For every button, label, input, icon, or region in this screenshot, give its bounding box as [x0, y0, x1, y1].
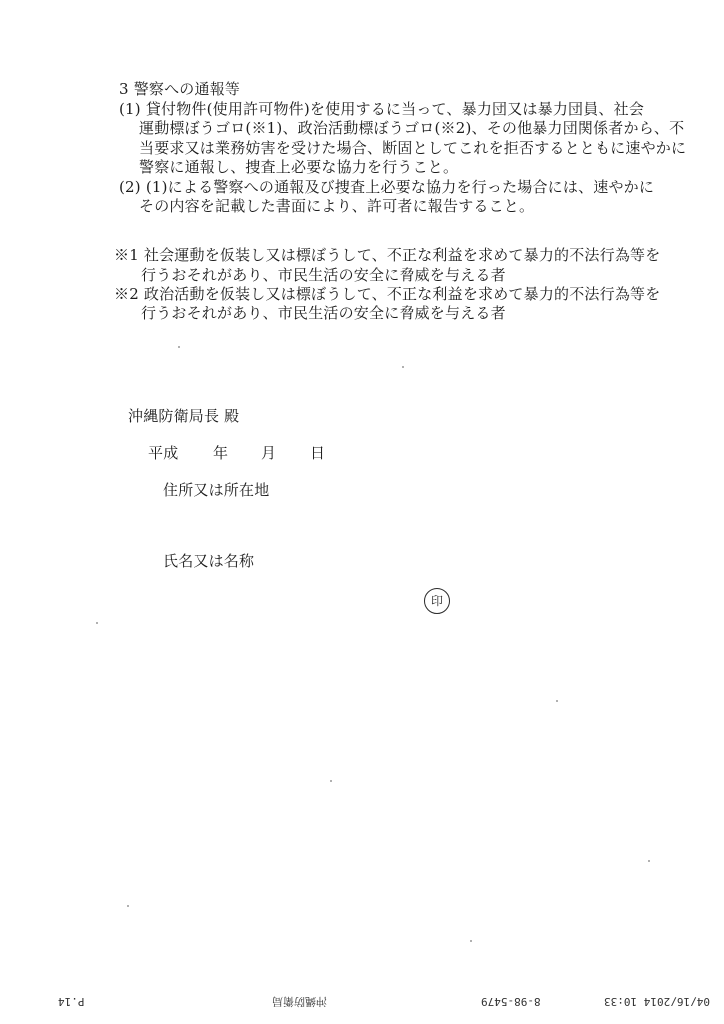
date-year-label: 年: [213, 444, 229, 462]
item1-line1: (1) 貸付物件(使用許可物件)を使用するに当って、暴力団又は暴力団員、社会: [119, 100, 645, 118]
name-label: 氏名又は名称: [163, 552, 255, 570]
fax-number: 8-98-5479: [481, 995, 541, 1008]
fax-timestamp: 04/16/2014 10:33: [604, 995, 710, 1008]
date-day-label: 日: [310, 444, 326, 462]
note2-line1: ※2 政治活動を仮装し又は標ぼうして、不正な利益を求めて暴力的不法行為等を: [114, 285, 661, 303]
item1-line4: 警察に通報し、捜査上必要な協力を行うこと。: [139, 158, 459, 176]
note2-line2: 行うおそれがあり、市民生活の安全に脅威を与える者: [141, 304, 506, 322]
item2-line1: (2) (1)による警察への通報及び捜査上必要な協力を行った場合には、速やかに: [119, 178, 655, 196]
scan-speck: [178, 346, 180, 348]
scan-speck: [96, 622, 98, 624]
scan-speck: [330, 780, 332, 782]
scan-speck: [648, 860, 650, 862]
note1-line1: ※1 社会運動を仮装し又は標ぼうして、不正な利益を求めて暴力的不法行為等を: [114, 246, 661, 264]
item1-line3: 当要求又は業務妨害を受けた場合、断固としてこれを拒否するとともに速やかに: [139, 139, 687, 157]
seal-mark: [424, 588, 450, 614]
section-heading: 3 警察への通報等: [119, 80, 241, 98]
addressee: 沖縄防衛局長 殿: [128, 407, 240, 425]
date-month-label: 月: [261, 444, 277, 462]
scan-speck: [402, 366, 404, 368]
note1-line2: 行うおそれがあり、市民生活の安全に脅威を与える者: [141, 266, 506, 284]
scan-speck: [127, 905, 129, 907]
item1-line2: 運動標ぼうゴロ(※1)、政治活動標ぼうゴロ(※2)、その他暴力団関係者から、不: [139, 119, 685, 137]
scan-speck: [556, 700, 558, 702]
date-era: 平成: [148, 444, 179, 462]
fax-sender: 沖縄防衛局: [272, 995, 327, 1008]
seal-char: 印: [430, 594, 443, 608]
scan-speck: [470, 940, 472, 942]
item2-line2: その内容を記載した書面により、許可者に報告すること。: [139, 197, 535, 215]
address-label: 住所又は所在地: [163, 481, 270, 499]
fax-page: P.14: [58, 995, 85, 1008]
